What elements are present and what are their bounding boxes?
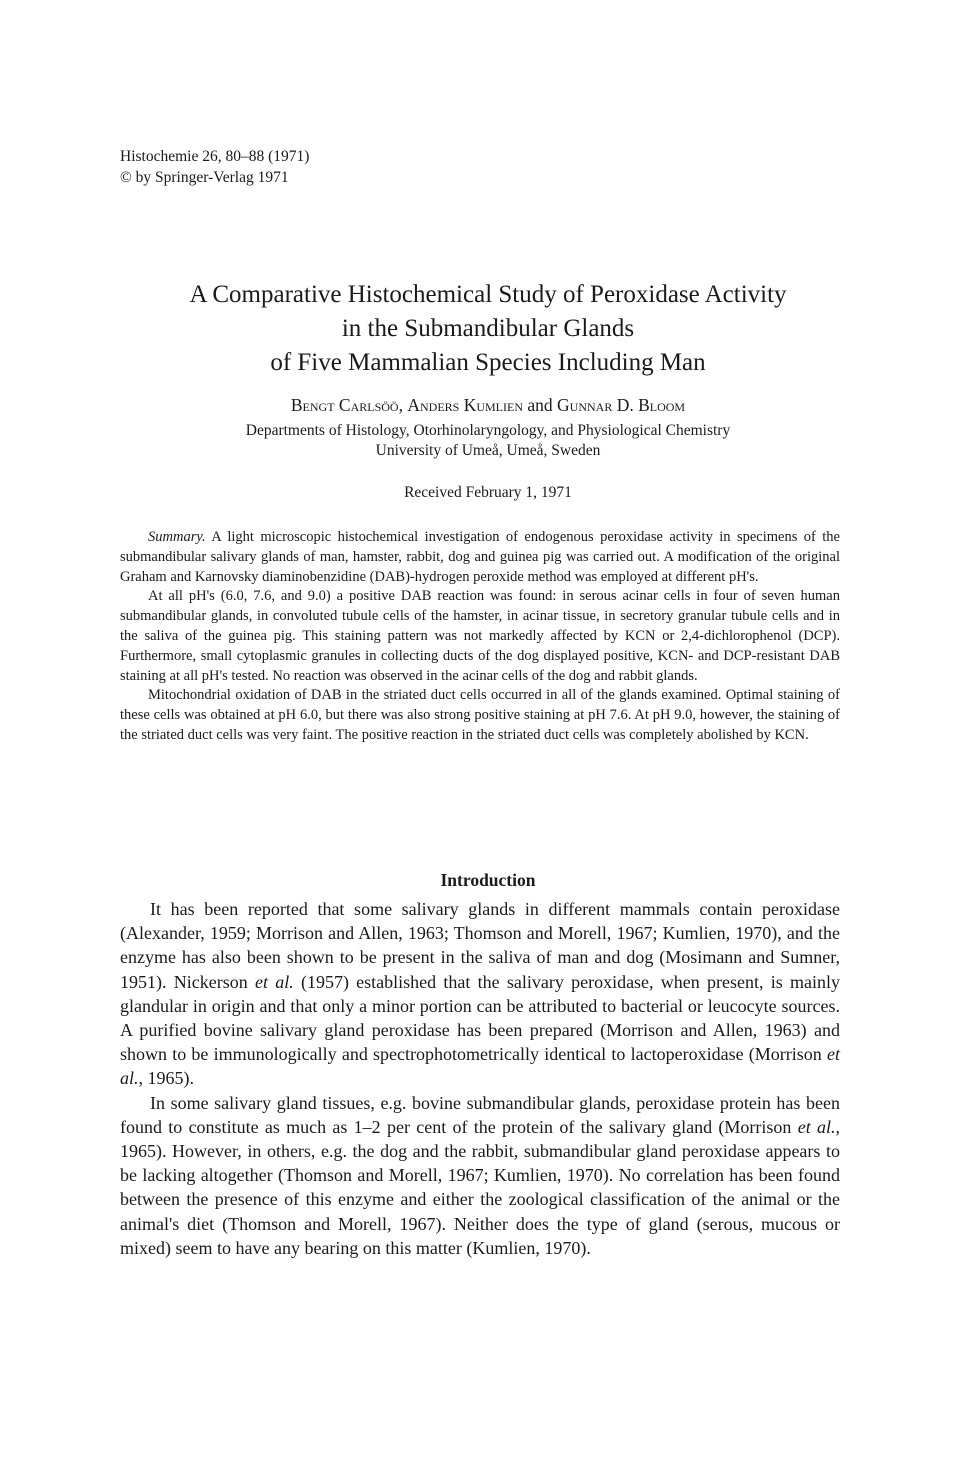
author-name: Gunnar D. Bloom <box>557 395 686 415</box>
body-text: In some salivary gland tissues, e.g. bovine submandibular glands, peroxidase protein has been found to constitute as much as 1–2 per cent of the protein of the salivary gland (Morrison <box>120 1092 840 1137</box>
introduction-body <box>120 897 840 1260</box>
body-text: , 1965). <box>138 1068 195 1089</box>
body-paragraph <box>120 1091 840 1260</box>
article-title <box>100 278 876 380</box>
et-al: et al. <box>797 1116 836 1137</box>
author-name: Bengt Carlsöö <box>290 395 399 415</box>
title-line-3: of Five Mammalian Species Including Man <box>270 349 706 376</box>
affiliation-departments: Departments of Histology, Otorhinolaryngology, and Physiological Chemistry <box>245 422 731 439</box>
et-al: et al. <box>120 1044 840 1089</box>
summary-label: Summary. <box>148 529 206 545</box>
title-line-2: in the Submandibular Glands <box>341 315 635 342</box>
title-line-1: A Comparative Histochemical Study of Peroxidase Activity <box>189 281 787 308</box>
body-text: It has been reported that some salivary glands in different mammals contain peroxidase (Alexander, 1959; Morrison and Allen, 1963; Thomson and Morell, 1967; Kumlien, 1970), and the enzyme has also been shown to be present in the saliva of man and dog (Mosimann and Sumner, 1951). Nickerson <box>120 899 840 992</box>
et-al: et al. <box>254 971 294 992</box>
body-text: , 1965). However, in others, e.g. the dog and the rabbit, submandibular gland peroxidase appears to be lacking altogether (Thomson and Morell, 1967; Kumlien, 1970). No correlation has been found between the presence of this enzyme and either the zoological classification of the animal or the animal's diet (Thomson and Morell, 1967). Neither does the type of gland (serous, mucous or mixed) seem to have any bearing on this matter (Kumlien, 1970). <box>120 1116 840 1258</box>
body-paragraph <box>120 897 840 1091</box>
summary-text: A light microscopic histochemical investigation of endogenous peroxidase activity in specimens of the submandibular salivary glands of man, hamster, rabbit, dog and guinea pig was carried out. A modification of the original Graham and Karnovsky diaminobenzidine (DAB)-hydrogen peroxide method was employed at different pH's. <box>120 529 840 585</box>
section-heading-introduction: Introduction <box>440 870 536 890</box>
summary-section <box>120 528 840 746</box>
summary-paragraph: At all pH's (6.0, 7.6, and 9.0) a positive DAB reaction was found: in serous acinar cells in four of seven human submandibular glands, in convoluted tubule cells of the hamster, in acinar tissue, in secretory granular tubule cells and in the saliva of the guinea pig. This staining pattern was not markedly affected by KCN or 2,4-dichlorophenol (DCP). Furthermore, small cytoplasmic granules in collecting ducts of the dog displayed positive, KCN- and DCP-resistant DAB staining at all pH's tested. No reaction was observed in the acinar cells of the dog and rabbit glands. <box>120 588 840 684</box>
summary-paragraph: Mitochondrial oxidation of DAB in the striated duct cells occurred in all of the glands examined. Optimal staining of these cells was obtained at pH 6.0, but there was also strong positive staining at pH 7.6. At pH 9.0, however, the staining of the striated duct cells was very faint. The positive reaction in the striated duct cells was completely abolished by KCN. <box>120 687 840 743</box>
author-separator: and <box>523 395 558 415</box>
author-separator: , <box>398 395 408 415</box>
copyright-line: © by Springer-Verlag 1971 <box>120 169 289 186</box>
author-list <box>100 393 876 417</box>
author-name: Anders Kumlien <box>407 395 523 415</box>
received-date: Received February 1, 1971 <box>404 484 572 501</box>
body-text: (1957) established that the salivary peroxidase, when present, is mainly glandular in origin and that only a minor portion can be attributed to bacterial or leucocyte sources. A purified bovine salivary gland peroxidase has been prepared (Morrison and Allen, 1963) and shown to be immunologically and spectrophotometrically identical to lactoperoxidase (Morrison <box>120 971 840 1065</box>
journal-citation <box>120 146 309 188</box>
affiliation <box>100 421 876 461</box>
journal-volume-line: Histochemie 26, 80–88 (1971) <box>120 148 310 165</box>
summary-paragraph <box>120 528 840 587</box>
affiliation-university: University of Umeå, Umeå, Sweden <box>375 442 601 459</box>
